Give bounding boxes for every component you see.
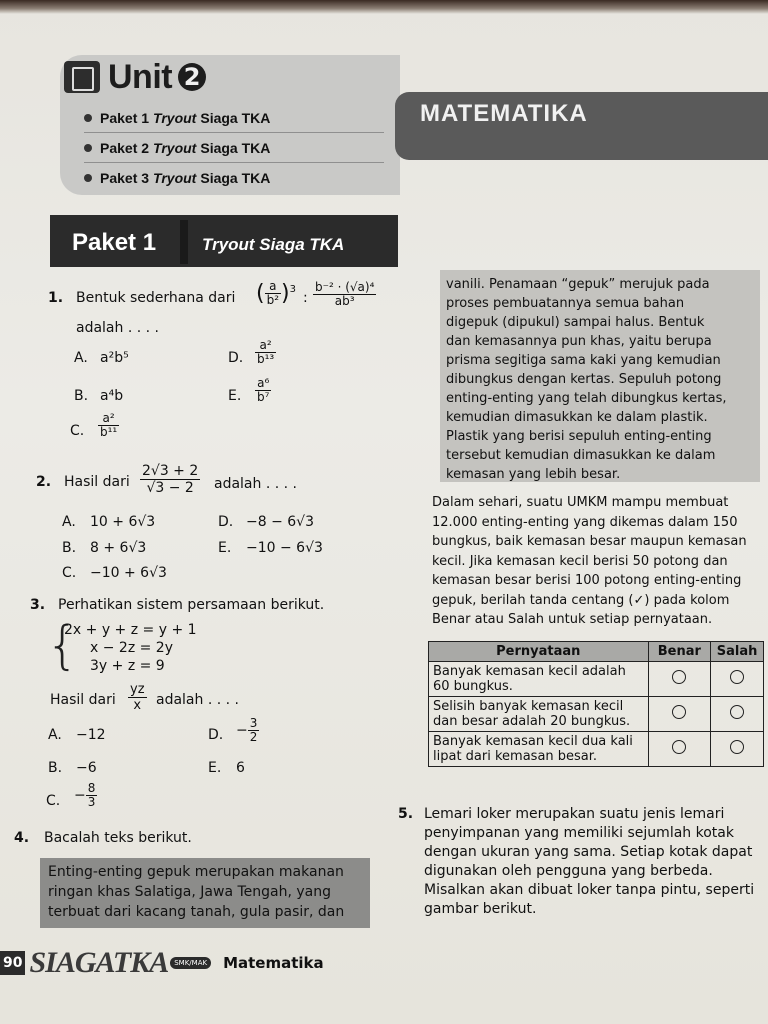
q3-eq2: x − 2z = 2y — [90, 640, 173, 656]
unit-item-1 — [84, 103, 384, 133]
radio-circle-icon[interactable] — [730, 670, 744, 684]
paragraph-line: bungkus, baik kemasan besar maupun kemasan — [432, 534, 747, 549]
unit-item-3 — [84, 163, 384, 192]
paragraph-line: Dalam sehari, suatu UMKM mampu membuat — [432, 495, 729, 510]
paragraph-line: gepuk, berilah tanda centang (✓) pada kolom — [432, 592, 730, 608]
q3-ask-fraction — [128, 682, 147, 713]
radio-circle-icon[interactable] — [672, 705, 686, 719]
q3-opt-e-label[interactable]: E. — [208, 760, 222, 776]
right-box-line: prisma segitiga sama kaki yang kemudian — [446, 353, 721, 368]
q1-d-num: a² — [255, 339, 276, 353]
footer — [0, 948, 324, 978]
q1-opt-b-label[interactable]: B. — [74, 388, 89, 404]
q1-frac-b-num: b⁻² · (√a)⁴ — [315, 280, 375, 294]
right-box-line: vanili. Penamaan “gepuk” merujuk pada — [446, 277, 710, 292]
siaga-tka-logo: SIAGATKA — [29, 946, 169, 979]
q3-ask-den: x — [133, 698, 142, 713]
unit-item-2 — [84, 133, 384, 163]
table-header-row — [429, 642, 764, 662]
q3-opt-b[interactable]: −6 — [76, 760, 97, 776]
q2-frac-den: √3 − 2 — [146, 480, 194, 496]
q4-box-line: Enting-enting gepuk merupakan makanan — [48, 864, 344, 880]
q3-eq1: 2x + y + z = y + 1 — [64, 622, 197, 638]
q4-box-line: terbuat dari kacang tanah, gula pasir, dan — [48, 904, 345, 920]
q3-opt-c[interactable] — [74, 782, 97, 809]
unit-label: Unit — [108, 57, 173, 96]
unit-item-paket: Paket 3 — [100, 169, 150, 186]
banner-tryout: Tryout Siaga TKA — [202, 235, 345, 254]
table-row — [429, 662, 764, 697]
q1-opt-d[interactable] — [255, 339, 276, 366]
q5-line: penyimpanan yang memiliki sejumlah kotak — [424, 825, 734, 841]
unit-list — [84, 103, 384, 192]
q1-opt-c[interactable] — [98, 412, 119, 439]
unit-item-rest: Siaga TKA — [200, 139, 271, 156]
col-salah: Salah — [711, 642, 764, 662]
clipboard-icon — [64, 61, 100, 93]
q1-c-den: b¹¹ — [100, 425, 118, 439]
q1-colon: : — [303, 290, 308, 306]
q1-e-den: b⁷ — [257, 390, 270, 404]
q1-fraction-b — [313, 281, 376, 308]
q3-d-sign: − — [236, 722, 248, 739]
q5-line: Misalkan akan dibuat loker tanpa pintu, seperti — [424, 882, 755, 898]
q1-fraction-a: ( $\frac{a}{\text{b²}}$ )$^3$ — [256, 279, 296, 307]
q3-ask-num: yz — [130, 682, 145, 697]
statement-line: Banyak kemasan kecil dua kali — [433, 734, 633, 749]
unit-item-paket: Paket 1 — [100, 109, 150, 126]
unit-item-rest: Siaga TKA — [200, 169, 271, 186]
unit-title — [64, 58, 206, 96]
q2-tail: adalah . . . . — [214, 476, 297, 492]
q3-c-den: 3 — [87, 795, 96, 809]
right-box-line: tersebut kemudian dimasukkan ke dalam — [446, 448, 716, 463]
paragraph-line: kemasan besar berisi 100 potong enting-enting — [432, 573, 742, 588]
unit-item-tryout: Tryout — [153, 169, 197, 186]
statement-table — [428, 641, 764, 767]
paragraph-line: Benar atau Salah untuk setiap pernyataan. — [432, 612, 713, 627]
statement-line: 60 bungkus. — [433, 679, 513, 694]
q3-opt-a[interactable]: −12 — [76, 727, 106, 743]
q2-opt-d[interactable]: −8 − 6√3 — [246, 514, 315, 530]
paragraph-line: kecil. Jika kemasan kecil berisi 50 potong dan — [432, 553, 728, 569]
benar-cell[interactable] — [648, 697, 711, 732]
statement-line: dan besar adalah 20 bungkus. — [433, 714, 631, 729]
q3-opt-d-label[interactable]: D. — [208, 727, 224, 743]
q3-c-sign: − — [74, 787, 86, 804]
statement-line: Selisih banyak kemasan kecil — [433, 699, 624, 714]
radio-circle-icon[interactable] — [672, 670, 686, 684]
right-box-line: enting-enting yang telah dibungkus kertas, — [446, 391, 727, 406]
q2-opt-e-label[interactable]: E. — [218, 540, 232, 556]
q5-number: 5. — [398, 806, 414, 822]
q1-frac-b-den: ab³ — [334, 294, 355, 308]
q2-number: 2. — [36, 474, 52, 490]
q1-tail: adalah . . . . — [76, 320, 159, 336]
bullet-icon — [84, 114, 92, 122]
q1-e-num: a⁶ — [255, 377, 271, 391]
q1-opt-c-label[interactable]: C. — [70, 423, 85, 439]
right-box-line: digepuk (dipukul) sampai halus. Bentuk — [446, 315, 705, 330]
right-box-line: Plastik yang berisi sepuluh enting-enting — [446, 429, 712, 444]
statement-cell — [429, 732, 649, 767]
col-pernyataan: Pernyataan — [429, 642, 649, 662]
q3-text: Perhatikan sistem persamaan berikut. — [58, 597, 325, 613]
q1-text: Bentuk sederhana dari — [76, 290, 236, 306]
q3-d-den: 2 — [249, 730, 258, 744]
salah-cell[interactable] — [711, 662, 764, 697]
q2-fraction — [140, 463, 200, 496]
salah-cell[interactable] — [711, 732, 764, 767]
paragraph-line: 12.000 enting-enting yang dikemas dalam 150 — [432, 514, 738, 530]
right-box-line: dan kemasannya pun khas, yaitu berupa — [446, 334, 712, 349]
q1-opt-d-label[interactable]: D. — [228, 350, 244, 366]
q2-opt-a-label[interactable]: A. — [62, 514, 76, 530]
statement-cell — [429, 662, 649, 697]
q1-opt-e-label[interactable]: E. — [228, 388, 242, 404]
q3-number: 3. — [30, 597, 46, 613]
statement-line: lipat dari kemasan besar. — [433, 749, 598, 764]
banner-divider — [180, 220, 188, 264]
q4-box-line: ringan khas Salatiga, Jawa Tengah, yang — [48, 884, 332, 900]
q3-brace: { — [46, 616, 80, 676]
q3-ask-tail: adalah . . . . — [156, 692, 239, 708]
q3-opt-b-label[interactable]: B. — [48, 760, 63, 776]
radio-circle-icon[interactable] — [730, 705, 744, 719]
right-box-line: kemasan yang lebih besar. — [446, 467, 621, 482]
radio-circle-icon[interactable] — [730, 740, 744, 754]
q1-opt-a-label[interactable]: A. — [74, 350, 88, 366]
q2-opt-c[interactable]: −10 + 6√3 — [90, 565, 167, 581]
q2-frac-num: 2√3 + 2 — [142, 463, 199, 479]
q2-text: Hasil dari — [64, 474, 130, 490]
q5-line: gambar berikut. — [424, 901, 537, 917]
unit-item-paket: Paket 2 — [100, 139, 150, 156]
benar-cell[interactable] — [648, 662, 711, 697]
unit-item-rest: Siaga TKA — [200, 109, 271, 126]
table-row — [429, 732, 764, 767]
q3-opt-e[interactable]: 6 — [236, 760, 245, 776]
q1-c-num: a² — [98, 412, 119, 426]
right-box-line: kemudian dimasukkan ke dalam plastik. — [446, 410, 708, 425]
subject-title: MATEMATIKA — [420, 100, 588, 127]
bullet-icon — [84, 144, 92, 152]
page-number: 90 — [0, 951, 25, 975]
banner-paket: Paket 1 — [72, 229, 157, 256]
q2-opt-a[interactable]: 10 + 6√3 — [90, 514, 156, 530]
col-benar: Benar — [648, 642, 711, 662]
q1-opt-b[interactable]: a⁴b — [100, 388, 124, 404]
q3-ask-lead: Hasil dari — [50, 692, 116, 708]
benar-cell[interactable] — [648, 732, 711, 767]
statement-cell — [429, 697, 649, 732]
q2-opt-e[interactable]: −10 − 6√3 — [246, 540, 323, 556]
q5-line: digunakan oleh pengguna yang berbeda. — [424, 863, 713, 879]
q2-opt-b[interactable]: 8 + 6√3 — [90, 540, 147, 556]
unit-number: 2 — [178, 63, 206, 91]
radio-circle-icon[interactable] — [672, 740, 686, 754]
q2-opt-b-label[interactable]: B. — [62, 540, 77, 556]
q1-d-den: b¹³ — [257, 352, 275, 366]
q1-number: 1. — [48, 290, 64, 306]
q3-d-num: 3 — [249, 716, 258, 730]
page-top-edge — [0, 0, 768, 14]
q4-text: Bacalah teks berikut. — [44, 830, 192, 846]
q3-c-num: 8 — [87, 781, 96, 795]
right-box-line: proses pembuatannya semua bahan — [446, 296, 685, 311]
q5-line: Lemari loker merupakan suatu jenis lemari — [424, 806, 725, 822]
q1-opt-a[interactable]: a²b⁵ — [100, 350, 129, 366]
q1-frac-a-den: b² — [266, 293, 280, 307]
q1-opt-e[interactable] — [255, 377, 271, 404]
table-row — [429, 697, 764, 732]
unit-item-tryout: Tryout — [153, 139, 197, 156]
statement-line: Banyak kemasan kecil adalah — [433, 664, 626, 679]
salah-cell[interactable] — [711, 697, 764, 732]
q3-opt-c-label[interactable]: C. — [46, 793, 61, 809]
q3-opt-a-label[interactable]: A. — [48, 727, 62, 743]
q3-eq3: 3y + z = 9 — [90, 658, 165, 674]
q4-number: 4. — [14, 830, 30, 846]
bullet-icon — [84, 174, 92, 182]
q1-frac-a-num: a — [265, 280, 281, 294]
q2-opt-c-label[interactable]: C. — [62, 565, 77, 581]
footer-subject: Matematika — [223, 954, 324, 972]
q2-opt-d-label[interactable]: D. — [218, 514, 234, 530]
level-badge: SMK/MAK — [170, 957, 211, 969]
q3-opt-d[interactable] — [236, 717, 259, 744]
right-box-line: dibungkus dengan kertas. Sepuluh potong — [446, 372, 722, 387]
q5-line: dengan ukuran yang sama. Setiap kotak dapat — [424, 844, 753, 860]
q1-power: 3 — [289, 283, 296, 295]
unit-item-tryout: Tryout — [153, 109, 197, 126]
